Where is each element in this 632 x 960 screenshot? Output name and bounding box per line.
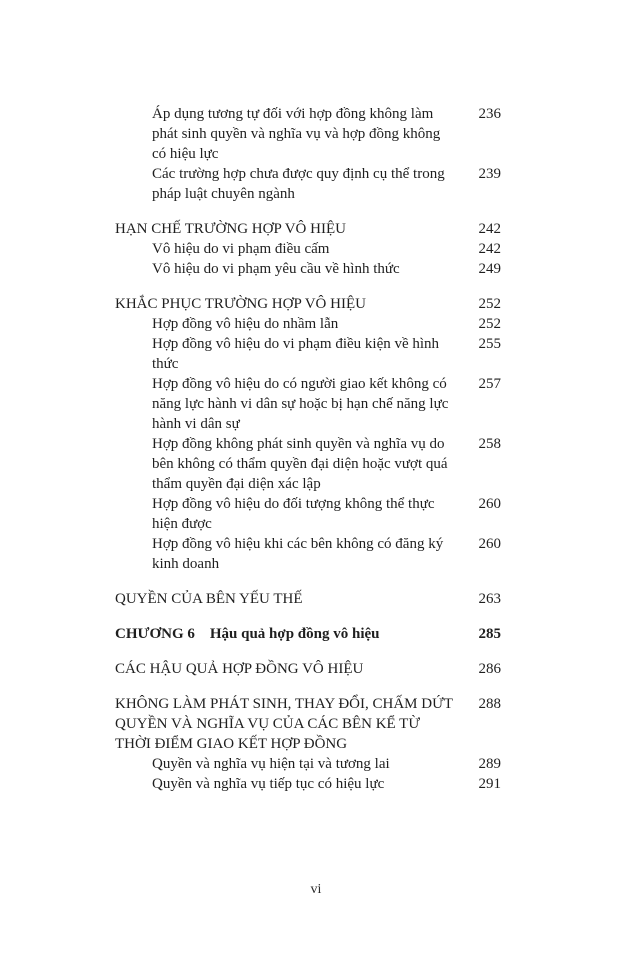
toc-entry bbox=[115, 659, 501, 679]
toc-entry-page: 258 bbox=[478, 436, 501, 452]
toc-entry-text: CÁC HẬU QUẢ HỢP ĐỒNG VÔ HIỆU bbox=[115, 661, 364, 677]
toc-entry-text: Hợp đồng không phát sinh quyền và nghĩa vụ do bên không có thẩm quyền đại diện hoặc vượt quá thẩm quyền đại diện xác lập bbox=[152, 436, 452, 492]
toc-entry bbox=[115, 239, 501, 259]
toc-entry bbox=[115, 624, 501, 644]
toc-entry-page: 236 bbox=[478, 106, 501, 122]
toc-entry bbox=[115, 104, 501, 164]
toc-entry bbox=[115, 534, 501, 574]
toc-entry bbox=[115, 754, 501, 774]
toc-entry bbox=[115, 374, 501, 434]
toc-entry-text: Quyền và nghĩa vụ tiếp tục có hiệu lực bbox=[152, 776, 385, 792]
toc-entry bbox=[115, 164, 501, 204]
toc-entry-text: HẠN CHẾ TRƯỜNG HỢP VÔ HIỆU bbox=[115, 221, 346, 237]
toc-entry-page: 260 bbox=[478, 496, 501, 512]
toc-entry-text: KHÔNG LÀM PHÁT SINH, THAY ĐỔI, CHẤM DỨT QUYỀN VÀ NGHĨA VỤ CỦA CÁC BÊN KỂ TỪ THỜI ĐIỂM GIAO KẾT HỢP ĐỒNG bbox=[115, 696, 457, 752]
toc-entry-text: Hợp đồng vô hiệu do đối tượng không thể thực hiện được bbox=[152, 496, 439, 532]
toc-entry-page: 249 bbox=[478, 261, 501, 277]
toc-entry bbox=[115, 219, 501, 239]
toc-entry-page: 288 bbox=[478, 696, 501, 712]
toc-entry bbox=[115, 774, 501, 794]
toc-entry bbox=[115, 334, 501, 374]
toc-entry bbox=[115, 589, 501, 609]
toc-entry bbox=[115, 494, 501, 534]
toc-entry-page: 239 bbox=[478, 166, 501, 182]
toc-entry bbox=[115, 259, 501, 279]
toc-entry-page: 242 bbox=[478, 241, 501, 257]
toc-entry-page: 260 bbox=[478, 536, 501, 552]
toc-entry-page: 255 bbox=[478, 336, 501, 352]
toc-entry bbox=[115, 694, 501, 754]
toc-entry-text: QUYỀN CỦA BÊN YẾU THẾ bbox=[115, 591, 303, 607]
toc-entry-page: 291 bbox=[478, 776, 501, 792]
toc-list bbox=[115, 104, 501, 794]
toc-entry-text: Quyền và nghĩa vụ hiện tại và tương lai bbox=[152, 756, 390, 772]
toc-entry-text: Hợp đồng vô hiệu do có người giao kết không có năng lực hành vi dân sự hoặc bị hạn chế năng lực hành vi dân sự bbox=[152, 376, 453, 432]
toc-entry bbox=[115, 294, 501, 314]
toc-entry-text: KHẮC PHỤC TRƯỜNG HỢP VÔ HIỆU bbox=[115, 296, 366, 312]
toc-entry-text: Hợp đồng vô hiệu khi các bên không có đăng ký kinh doanh bbox=[152, 536, 447, 572]
toc-entry-page: 257 bbox=[478, 376, 501, 392]
toc-entry-page: 263 bbox=[478, 591, 501, 607]
toc-entry-text: Vô hiệu do vi phạm điều cấm bbox=[152, 241, 330, 257]
toc-entry-page: 285 bbox=[478, 626, 501, 642]
toc-entry-page: 286 bbox=[478, 661, 501, 677]
toc-entry-page: 252 bbox=[478, 316, 501, 332]
toc-entry-text: Áp dụng tương tự đối với hợp đồng không làm phát sinh quyền và nghĩa vụ và hợp đồng không có hiệu lực bbox=[152, 106, 445, 162]
toc-entry-text: Hợp đồng vô hiệu do nhầm lẫn bbox=[152, 316, 339, 332]
toc-entry-text: CHƯƠNG 6 Hậu quả hợp đồng vô hiệu bbox=[115, 626, 380, 642]
page-footer: vi bbox=[310, 882, 322, 897]
toc-entry-text: Các trường hợp chưa được quy định cụ thể trong pháp luật chuyên ngành bbox=[152, 166, 449, 202]
toc-entry-page: 242 bbox=[478, 221, 501, 237]
toc-entry-text: Hợp đồng vô hiệu do vi phạm điều kiện về hình thức bbox=[152, 336, 443, 372]
toc-entry bbox=[115, 434, 501, 494]
toc-entry-page: 289 bbox=[478, 756, 501, 772]
toc-entry-page: 252 bbox=[478, 296, 501, 312]
toc-entry bbox=[115, 314, 501, 334]
toc-entry-text: Vô hiệu do vi phạm yêu cầu về hình thức bbox=[152, 261, 400, 277]
